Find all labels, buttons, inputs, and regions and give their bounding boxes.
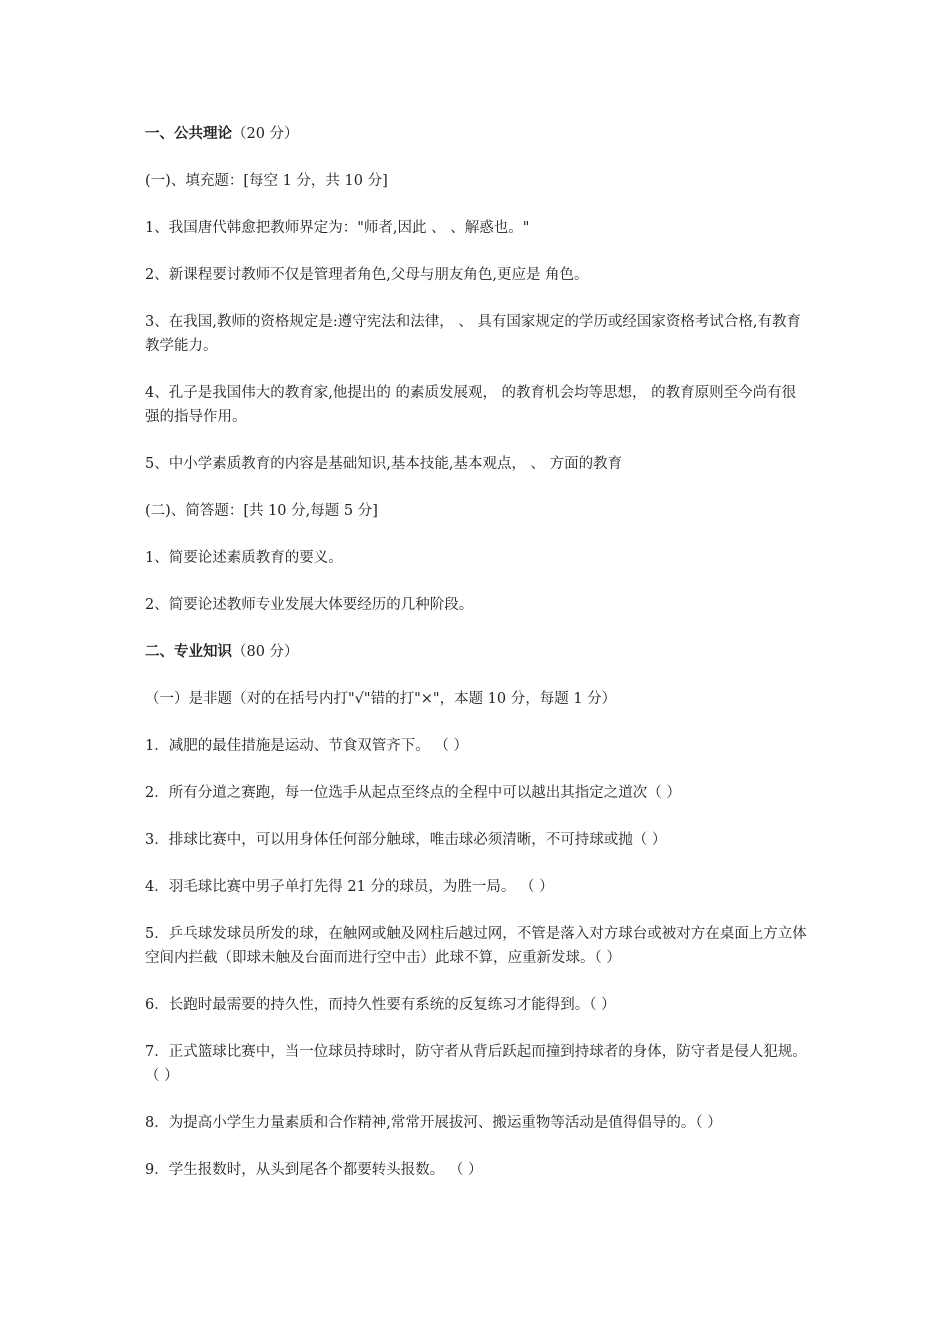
fill-item-5: 5、中小学素质教育的内容是基础知识,基本技能,基本观点， 、 方面的教育 <box>145 456 623 472</box>
tf-item-4: 4．羽毛球比赛中男子单打先得 21 分的球员，为胜一局。 （ ） <box>145 879 554 895</box>
short-item-2: 2、简要论述教师专业发展大体要经历的几种阶段。 <box>145 597 474 613</box>
fill-item-4: 4、孔子是我国伟大的教育家,他提出的 的素质发展观， 的教育机会均等思想， 的教育原则至今尚有很强的指导作用。 <box>145 385 797 425</box>
tf-item-7: 7．正式篮球比赛中，当一位球员持球时，防守者从背后跃起而撞到持球者的身体，防守者是侵人犯规。 （ ） <box>145 1044 812 1084</box>
tf-item-6: 6．长跑时最需要的持久性，而持久性要有系统的反复练习才能得到。（ ） <box>145 997 616 1013</box>
section1-score: （20 分） <box>232 126 299 142</box>
tf-item-5: 5．乒乓球发球员所发的球，在触网或触及网柱后越过网，不管是落入对方球台或被对方在桌面上方立体空间内拦截（即球未触及台面而进行空中击）此球不算，应重新发球。（ ） <box>145 926 807 966</box>
tf-item-1: 1．减肥的最佳措施是运动、节食双管齐下。 （ ） <box>145 738 468 754</box>
fill-item-3: 3、在我国,教师的资格规定是:遵守宪法和法律， 、 具有国家规定的学历或经国家资格考试合格,有教育教学能力。 <box>145 314 802 354</box>
short-header: (二)、简答题：[共 10 分,每题 5 分] <box>145 503 378 519</box>
section2-title <box>145 640 810 664</box>
fill-item-1: 1、我国唐代韩愈把教师界定为："师者,因此 、 、解惑也。" <box>145 220 530 236</box>
short-item-1: 1、简要论述素质教育的要义。 <box>145 550 343 566</box>
section1-title <box>145 122 810 146</box>
tf-item-8: 8．为提高小学生力量素质和合作精神,常常开展拔河、搬运重物等活动是值得倡导的。（ ） <box>145 1115 722 1131</box>
tf-item-3: 3．排球比赛中，可以用身体任何部分触球，唯击球必须清晰，不可持球或抛（ ） <box>145 832 667 848</box>
section1-title-text: 一、公共理论 <box>145 126 232 142</box>
section2-score: （80 分） <box>232 644 299 660</box>
exam-content <box>145 122 810 1205</box>
fill-header: (一)、填充题：[每空 1 分，共 10 分] <box>145 173 388 189</box>
fill-item-2: 2、新课程要讨教师不仅是管理者角色,父母与朋友角色,更应是 角色。 <box>145 267 589 283</box>
tf-item-2: 2．所有分道之赛跑，每一位选手从起点至终点的全程中可以越出其指定之道次（ ） <box>145 785 681 801</box>
tf-header: （一）是非题（对的在括号内打"√"错的打"×"，本题 10 分，每题 1 分） <box>145 691 617 707</box>
section2-title-text: 二、专业知识 <box>145 644 232 660</box>
tf-item-9: 9．学生报数时，从头到尾各个都要转头报数。 （ ） <box>145 1162 483 1178</box>
